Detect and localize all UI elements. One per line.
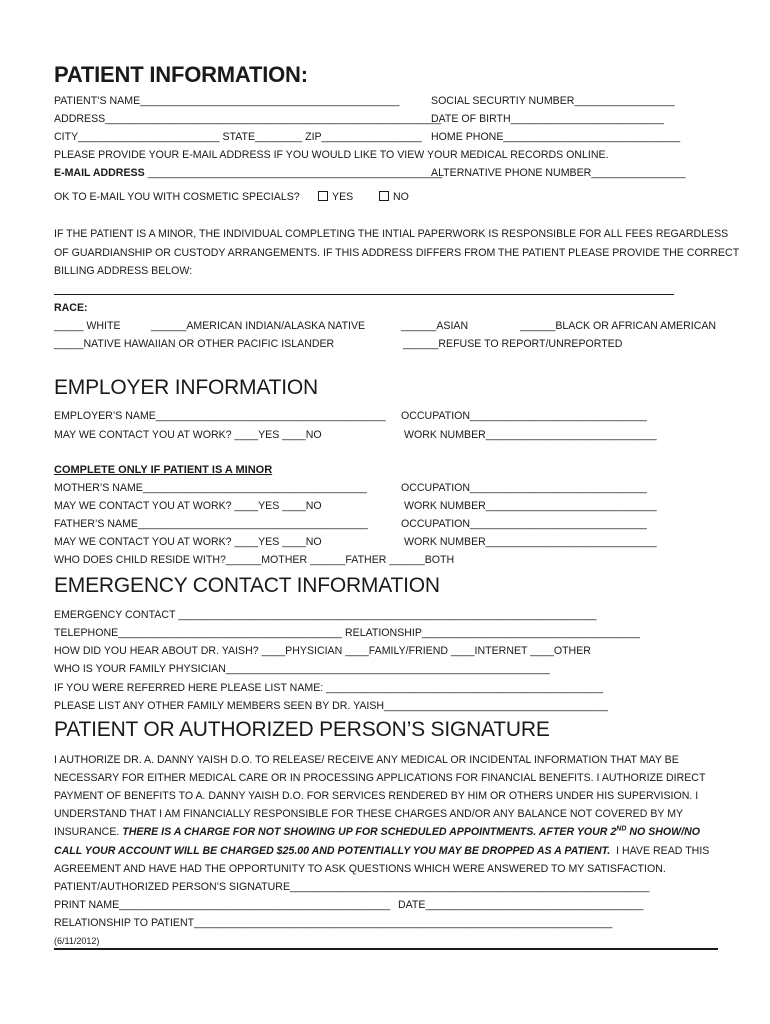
read-agreement-text: I HAVE READ THIS [610, 845, 710, 857]
authorization-line-2: NECESSARY FOR EITHER MEDICAL CARE OR IN PROCESSING APPLICATIONS FOR FINANCIAL BENEFITS. I AUTHORIZE DIRECT [54, 772, 706, 784]
minor-note-line-1: IF THE PATIENT IS A MINOR, THE INDIVIDUAL COMPLETING THE INTIAL PAPERWORK IS RESPONSIBLE FOR ALL FEES REGARDLESS [54, 228, 729, 240]
emergency-heading: EMERGENCY CONTACT INFORMATION [54, 574, 440, 597]
mother-contact-field[interactable]: MAY WE CONTACT YOU AT WORK? ____YES ____NO [54, 500, 322, 512]
race-black-option[interactable]: ______BLACK OR AFRICAN AMERICAN [520, 320, 717, 332]
mother-occupation-field[interactable]: OCCUPATION______________________________ [401, 482, 647, 494]
mother-work-number-field[interactable]: WORK NUMBER_____________________________ [404, 500, 657, 512]
no-show-warning-end: NO SHOW/NO [626, 826, 700, 838]
email-line: __________________________________________________ [144, 167, 443, 179]
dob-field[interactable]: DATE OF BIRTH__________________________ [431, 113, 664, 125]
authorization-line-6 [54, 845, 709, 858]
race-white-option[interactable]: _____ WHITE [54, 320, 121, 332]
emergency-telephone-field[interactable]: TELEPHONE______________________________________ RELATIONSHIP_____________________________________ [54, 627, 640, 639]
race-asian-option[interactable]: ______ASIAN [401, 320, 469, 332]
minor-note-line-3: BILLING ADDRESS BELOW: [54, 265, 193, 277]
patient-name-field[interactable]: PATIENT’S NAME____________________________________________ [54, 95, 400, 107]
father-work-number-field[interactable]: WORK NUMBER_____________________________ [404, 536, 657, 548]
employer-heading: EMPLOYER INFORMATION [54, 376, 318, 399]
ordinal-suffix: ND [616, 825, 627, 833]
email-field[interactable] [54, 167, 442, 180]
employer-name-field[interactable]: EMPLOYER’S NAME_______________________________________ [54, 410, 386, 422]
authorization-line-1: I AUTHORIZE DR. A. DANNY YAISH D.O. TO RELEASE/ RECEIVE ANY MEDICAL OR INCIDENTAL INFORMATION THAT MAY BE [54, 754, 679, 766]
minor-note-line-2: OF GUARDIANSHIP OR CUSTODY ARRANGEMENTS. IF THIS ADDRESS DIFFERS FROM THE PATIENT PLEASE PROVIDE THE CORRECT [54, 247, 740, 259]
address-field[interactable]: ADDRESS_________________________________________________________ [54, 113, 442, 125]
mother-name-field[interactable]: MOTHER’S NAME______________________________________ [54, 482, 367, 494]
relationship-to-patient-field[interactable]: RELATIONSHIP TO PATIENT_______________________________________________________________________ [54, 917, 613, 929]
authorization-line-3: PAYMENT OF BENEFITS TO A. DANNY YAISH D.O. FOR SERVICES RENDERED BY HIM OR OTHERS UNDER HIS SUPERVISION. I [54, 790, 699, 802]
print-name-field[interactable]: PRINT NAME______________________________________________ [54, 899, 391, 911]
signature-field[interactable]: PATIENT/AUTHORIZED PERSON’S SIGNATURE_____________________________________________________________ [54, 881, 650, 893]
yes-label: YES [332, 191, 354, 203]
minor-heading: COMPLETE ONLY IF PATIENT IS A MINOR [54, 464, 273, 476]
insurance-text: INSURANCE. [54, 826, 123, 838]
father-contact-field[interactable]: MAY WE CONTACT YOU AT WORK? ____YES ____NO [54, 536, 322, 548]
home-phone-field[interactable]: HOME PHONE______________________________ [431, 131, 681, 143]
footer-divider [54, 948, 718, 950]
checkbox-icon[interactable] [318, 191, 328, 201]
referral-source-field[interactable]: HOW DID YOU HEAR ABOUT DR. YAISH? ____PHYSICIAN ____FAMILY/FRIEND ____INTERNET ____OTHER [54, 645, 591, 657]
employer-work-number-field[interactable]: WORK NUMBER_____________________________ [404, 429, 657, 441]
ok-email-no-option[interactable] [379, 191, 409, 204]
charge-warning: CALL YOUR ACCOUNT WILL BE CHARGED $25.00 AND POTENTIALLY YOU MAY BE DROPPED AS A PATIENT. [54, 845, 611, 857]
authorization-line-4: UNDERSTAND THAT I AM FINANCIALLY RESPONSIBLE FOR THESE CHARGES AND/OR ANY BALANCE NOT COVERED BY MY [54, 808, 684, 820]
other-family-field[interactable]: PLEASE LIST ANY OTHER FAMILY MEMBERS SEEN BY DR. YAISH______________________________________ [54, 700, 608, 712]
city-state-zip-field[interactable]: CITY________________________ STATE________ ZIP_________________ [54, 131, 422, 143]
billing-address-line[interactable] [54, 294, 674, 295]
no-label: NO [393, 191, 409, 203]
alt-phone-field[interactable]: ALTERNATIVE PHONE NUMBER________________ [431, 167, 686, 179]
signature-heading: PATIENT OR AUTHORIZED PERSON’S SIGNATURE [54, 718, 550, 741]
page-title: PATIENT INFORMATION: [54, 62, 308, 87]
emergency-contact-field[interactable]: EMERGENCY CONTACT _______________________________________________________________________ [54, 609, 597, 621]
race-refuse-option[interactable]: ______REFUSE TO REPORT/UNREPORTED [403, 338, 623, 350]
race-native-american-option[interactable]: ______AMERICAN INDIAN/ALASKA NATIVE [151, 320, 366, 332]
race-hawaiian-option[interactable]: _____NATIVE HAWAIIAN OR OTHER PACIFIC ISLANDER [54, 338, 335, 350]
email-note: PLEASE PROVIDE YOUR E-MAIL ADDRESS IF YOU WOULD LIKE TO VIEW YOUR MEDICAL RECORDS ONLINE. [54, 149, 609, 161]
ssn-field[interactable]: SOCIAL SECURTIY NUMBER_________________ [431, 95, 675, 107]
employer-occupation-field[interactable]: OCCUPATION______________________________ [401, 410, 647, 422]
email-label: E-MAIL ADDRESS [54, 167, 145, 179]
checkbox-icon[interactable] [379, 191, 389, 201]
father-occupation-field[interactable]: OCCUPATION______________________________ [401, 518, 647, 530]
date-field[interactable]: DATE_____________________________________ [398, 899, 644, 911]
referred-name-field[interactable]: IF YOU WERE REFERRED HERE PLEASE LIST NAME: _______________________________________________ [54, 682, 604, 694]
father-name-field[interactable]: FATHER’S NAME_______________________________________ [54, 518, 368, 530]
ok-email-yes-option[interactable] [318, 191, 353, 204]
authorization-line-7: AGREEMENT AND HAVE HAD THE OPPORTUNITY TO ASK QUESTIONS WHICH WERE ANSWERED TO MY SATISFACTION. [54, 863, 666, 875]
race-label: RACE: [54, 302, 88, 314]
ok-email-question: OK TO E-MAIL YOU WITH COSMETIC SPECIALS? [54, 191, 300, 203]
form-version-date: (6/11/2012) [54, 936, 100, 946]
authorization-line-5 [54, 826, 700, 839]
child-reside-field[interactable]: WHO DOES CHILD RESIDE WITH?______MOTHER ______FATHER ______BOTH [54, 554, 455, 566]
employer-contact-field[interactable]: MAY WE CONTACT YOU AT WORK? ____YES ____NO [54, 429, 322, 441]
family-physician-field[interactable]: WHO IS YOUR FAMILY PHYSICIAN_______________________________________________________ [54, 663, 550, 675]
no-show-warning: THERE IS A CHARGE FOR NOT SHOWING UP FOR SCHEDULED APPOINTMENTS. AFTER YOUR 2 [122, 826, 617, 838]
